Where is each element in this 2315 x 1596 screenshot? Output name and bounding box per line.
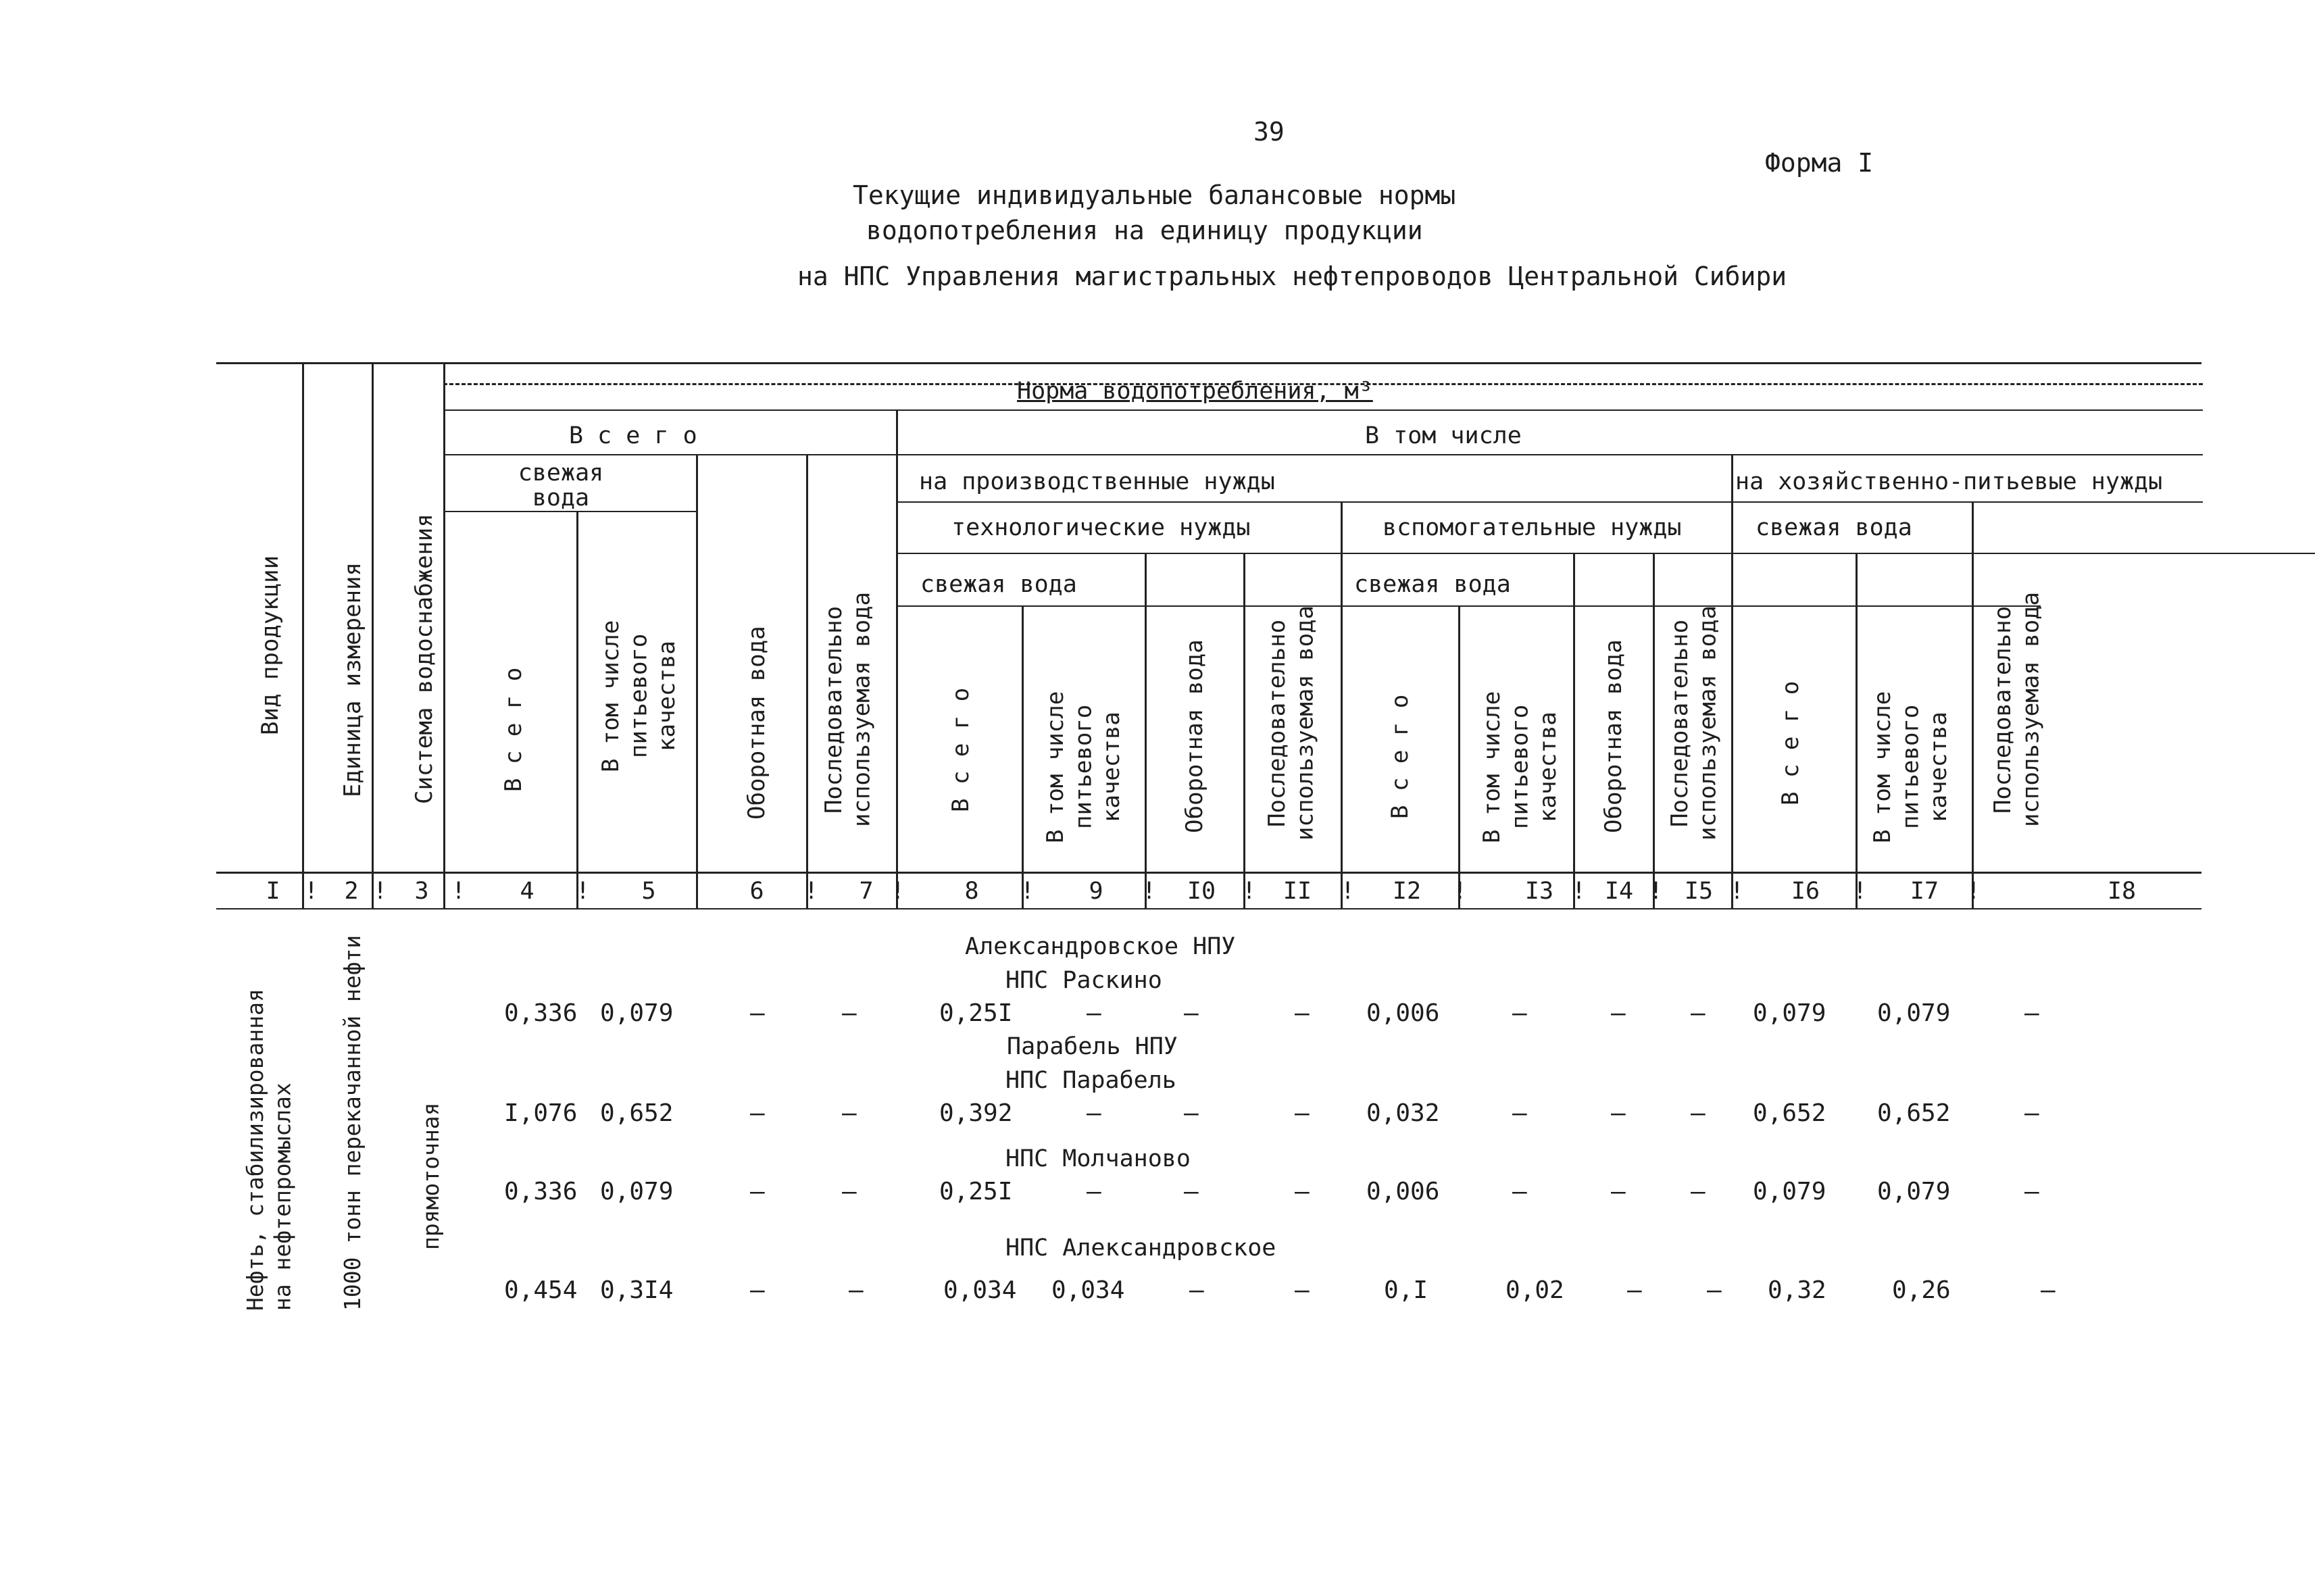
col-separator: !: [1242, 878, 1257, 905]
cell-c5: 0,079: [600, 999, 674, 1027]
col-separator: !: [804, 878, 819, 905]
cell-c10: –: [1184, 1178, 1199, 1205]
col-number: I0: [1187, 878, 1216, 905]
body-edinitsa: 1000 тонн перекачанной нефти: [339, 934, 366, 1311]
cell-c12: 0,I: [1384, 1276, 1428, 1304]
col-separator: !: [1572, 878, 1587, 905]
col-separator: !: [1453, 878, 1468, 905]
col-header-4: В с е г о: [500, 667, 527, 793]
body-sistema: прямоточная: [418, 1102, 444, 1250]
cell-c9: –: [1087, 999, 1101, 1027]
col-number: 4: [520, 878, 534, 905]
col-header-15: Последовательно используемая вода: [1666, 605, 1722, 841]
col-header-sistema: Система водоснабжения: [411, 514, 438, 804]
cell-c13: –: [1512, 1099, 1527, 1127]
group-header-line: Александровское НПУ: [965, 933, 1236, 960]
col-header-12: В с е г о: [1387, 694, 1414, 820]
cell-c7: –: [842, 1099, 857, 1127]
col-number: I3: [1524, 878, 1554, 905]
col-number: I5: [1684, 878, 1714, 905]
cell-c8: 0,034: [943, 1276, 1017, 1304]
col-separator: !: [1020, 878, 1035, 905]
cell-c15: –: [1691, 999, 1706, 1027]
cell-c6: –: [750, 1178, 765, 1205]
col-separator: !: [1341, 878, 1355, 905]
cell-c15: –: [1691, 1178, 1706, 1205]
cell-c5: 0,652: [600, 1099, 674, 1127]
col-number: I4: [1604, 878, 1634, 905]
header-norma: Норма водопотребления, м³: [1017, 378, 1373, 405]
header-svezhaya-tech: свежая вода: [920, 571, 1077, 598]
col-separator: !: [1142, 878, 1157, 905]
col-number: I6: [1791, 878, 1820, 905]
col-header-11: Последовательно используемая вода: [1264, 605, 1319, 841]
cell-c8: 0,392: [939, 1099, 1013, 1127]
group-header-line: Парабель НПУ: [1007, 1033, 1178, 1060]
page-number: 39: [1253, 117, 1285, 147]
cell-c10: –: [1184, 1099, 1199, 1127]
cell-c17: 0,652: [1877, 1099, 1951, 1127]
col-number: 2: [344, 878, 359, 905]
col-header-18: Последовательно используемая вода: [1989, 592, 2045, 827]
cell-c11: –: [1295, 999, 1310, 1027]
cell-c18: –: [2024, 1178, 2039, 1205]
cell-c16: 0,32: [1768, 1276, 1826, 1304]
col-number: I: [266, 878, 280, 905]
header-svezhaya-voda-total: свежая вода: [518, 459, 604, 512]
group-header-line: НПС Раскино: [1005, 967, 1162, 994]
cell-c18: –: [2024, 1099, 2039, 1127]
col-number: 9: [1089, 878, 1103, 905]
cell-c4: I,076: [504, 1099, 578, 1127]
col-number: I2: [1392, 878, 1422, 905]
cell-c11: –: [1295, 1099, 1310, 1127]
cell-c13: 0,02: [1505, 1276, 1564, 1304]
cell-c6: –: [750, 1276, 765, 1304]
body-vid-produktsii: Нефть, стабилизированная на нефтепромыслах: [242, 989, 296, 1311]
col-number: 3: [414, 878, 429, 905]
cell-c13: –: [1512, 1178, 1527, 1205]
col-header-13: В том числе питьевого качества: [1478, 691, 1562, 843]
cell-c18: –: [2024, 999, 2039, 1027]
cell-c17: 0,079: [1877, 999, 1951, 1027]
col-number: 6: [749, 878, 764, 905]
cell-c16: 0,652: [1753, 1099, 1826, 1127]
col-header-edinitsa: Единица измерения: [339, 562, 366, 797]
group-header-line: НПС Парабель: [1005, 1067, 1176, 1094]
col-header-5: В том числе питьевого качества: [597, 620, 680, 772]
column-numbers-row: [0, 880, 2315, 907]
col-separator: !: [1853, 878, 1868, 905]
col-header-7: Последовательно используемая вода: [820, 592, 876, 827]
col-header-9: В том числе питьевого качества: [1042, 691, 1125, 843]
col-number: I8: [2107, 878, 2137, 905]
cell-c17: 0,079: [1877, 1178, 1951, 1205]
col-header-16: В с е г о: [1777, 680, 1804, 806]
cell-c4: 0,336: [504, 1178, 578, 1205]
cell-c6: –: [750, 1099, 765, 1127]
header-vspomog: вспомогательные нужды: [1383, 514, 1682, 541]
col-header-17: В том числе питьевого качества: [1869, 691, 1952, 843]
group-header-line: НПС Молчаново: [1005, 1145, 1191, 1172]
cell-c12: 0,006: [1366, 1178, 1440, 1205]
col-separator: !: [304, 878, 319, 905]
cell-c4: 0,454: [504, 1276, 578, 1304]
cell-c14: –: [1611, 999, 1626, 1027]
col-header-14: Оборотная вода: [1600, 639, 1627, 834]
header-vsego: В с е г о: [569, 422, 697, 449]
col-header-vid-produktsii: Вид продукции: [257, 555, 284, 736]
cell-c10: –: [1189, 1276, 1204, 1304]
header-v-tom-chisle: В том числе: [1365, 422, 1522, 449]
group-header-line: НПС Александровское: [1005, 1235, 1276, 1262]
col-header-6: Оборотная вода: [743, 626, 770, 820]
header-tekhnolog: технологические нужды: [951, 514, 1251, 541]
cell-c11: –: [1295, 1276, 1310, 1304]
col-separator: !: [1966, 878, 1981, 905]
col-separator: !: [1649, 878, 1664, 905]
col-number: 8: [964, 878, 979, 905]
cell-c15: –: [1691, 1099, 1706, 1127]
cell-c9: 0,034: [1051, 1276, 1125, 1304]
cell-c14: –: [1611, 1099, 1626, 1127]
header-svezhaya-vsp: свежая вода: [1354, 571, 1511, 598]
header-svezhaya-hoz: свежая вода: [1756, 514, 1912, 541]
cell-c10: –: [1184, 999, 1199, 1027]
cell-c7: –: [849, 1276, 864, 1304]
cell-c9: –: [1087, 1099, 1101, 1127]
title-line-1: Текущие индивидуальные балансовые нормы: [853, 180, 1456, 210]
cell-c7: –: [842, 1178, 857, 1205]
col-separator: !: [891, 878, 905, 905]
cell-c12: 0,006: [1366, 999, 1440, 1027]
cell-c8: 0,25I: [939, 999, 1013, 1027]
header-hoz-nuzhdy: на хозяйственно-питьевые нужды: [1735, 468, 2163, 495]
col-separator: !: [576, 878, 591, 905]
cell-c6: –: [750, 999, 765, 1027]
title-line-3: на НПС Управления магистральных нефтепроводов Центральной Сибири: [797, 261, 1787, 291]
col-separator: !: [451, 878, 466, 905]
cell-c11: –: [1295, 1178, 1310, 1205]
cell-c13: –: [1512, 999, 1527, 1027]
cell-c5: 0,079: [600, 1178, 674, 1205]
cell-c4: 0,336: [504, 999, 578, 1027]
header-proizv-nuzhdy: на производственные нужды: [919, 468, 1275, 495]
col-number: 7: [859, 878, 874, 905]
col-number: 5: [641, 878, 656, 905]
col-separator: !: [1730, 878, 1745, 905]
cell-c17: 0,26: [1892, 1276, 1951, 1304]
col-header-8: В с е г о: [947, 687, 974, 813]
cell-c16: 0,079: [1753, 1178, 1826, 1205]
cell-c18: –: [2041, 1276, 2056, 1304]
cell-c15: –: [1707, 1276, 1722, 1304]
title-line-2: водопотребления на единицу продукции: [866, 216, 1423, 245]
cell-c14: –: [1627, 1276, 1642, 1304]
col-number: I7: [1910, 878, 1939, 905]
col-separator: !: [373, 878, 388, 905]
cell-c5: 0,3I4: [600, 1276, 674, 1304]
cell-c16: 0,079: [1753, 999, 1826, 1027]
cell-c8: 0,25I: [939, 1178, 1013, 1205]
form-label: Форма I: [1765, 148, 1874, 178]
cell-c14: –: [1611, 1178, 1626, 1205]
col-header-10: Оборотная вода: [1181, 639, 1208, 834]
col-number: II: [1283, 878, 1312, 905]
cell-c9: –: [1087, 1178, 1101, 1205]
cell-c12: 0,032: [1366, 1099, 1440, 1127]
cell-c7: –: [842, 999, 857, 1027]
